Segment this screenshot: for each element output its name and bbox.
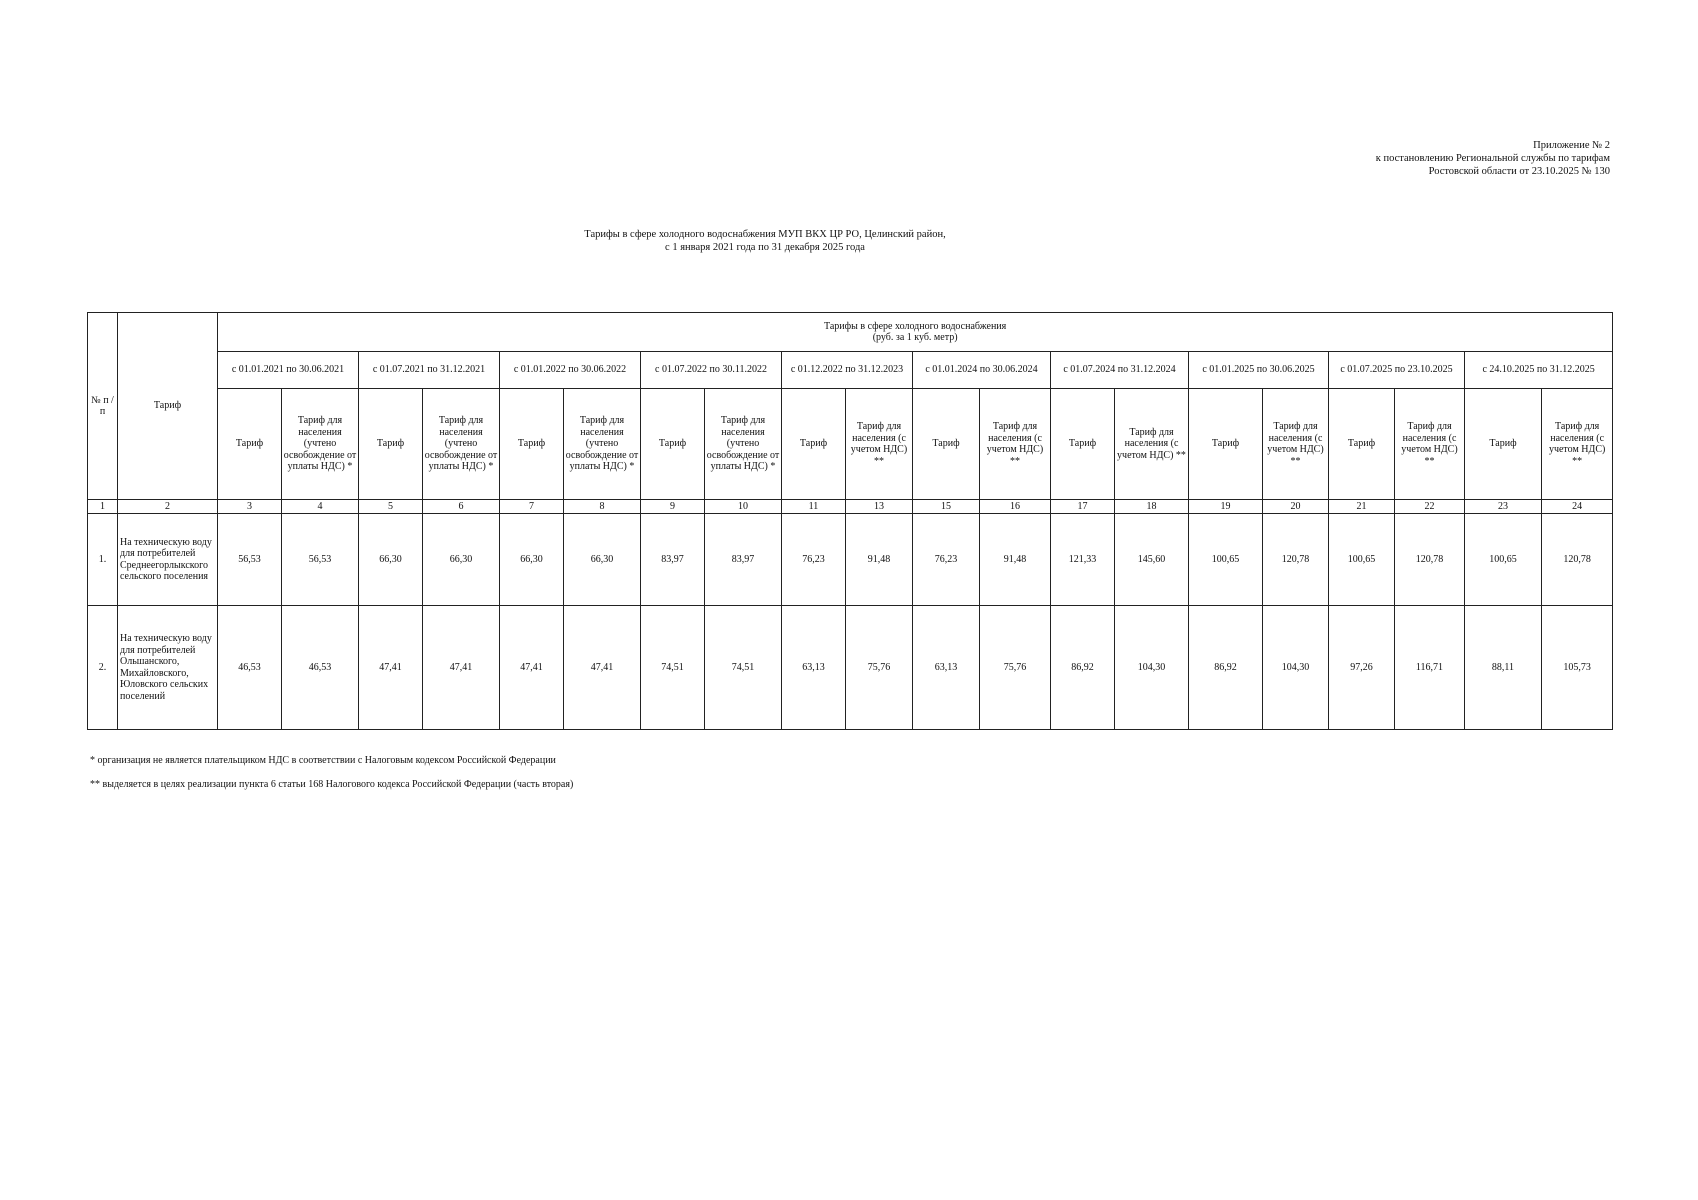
tariff-value-cell: 63,13 (913, 606, 980, 730)
appendix-line-1: Приложение № 2 (1533, 140, 1610, 151)
tariff-value-cell: 74,51 (705, 606, 782, 730)
column-number: 4 (282, 500, 359, 514)
tariff-value-cell: 86,92 (1051, 606, 1115, 730)
column-number: 9 (641, 500, 705, 514)
tariff-value-cell: 145,60 (1115, 514, 1189, 606)
column-number: 24 (1542, 500, 1613, 514)
subheader-population-tariff: Тариф для населения (с учетом НДС) ** (1263, 389, 1329, 500)
subheader-population-tariff: Тариф для населения (учтено освобождение от уплаты НДС) * (282, 389, 359, 500)
tariff-value-cell: 120,78 (1542, 514, 1613, 606)
column-number: 23 (1465, 500, 1542, 514)
tariff-value-cell: 75,76 (980, 606, 1051, 730)
title-line-1: Тарифы в сфере холодного водоснабжения МУП ВКХ ЦР РО, Целинский район, (584, 229, 946, 240)
subheader-population-tariff: Тариф для населения (учтено освобождение от уплаты НДС) * (705, 389, 782, 500)
subheader-population-tariff: Тариф для населения (учтено освобождение от уплаты НДС) * (564, 389, 641, 500)
header-group-title (218, 313, 1613, 352)
tariff-value-cell: 47,41 (359, 606, 423, 730)
group-title-line-1: Тарифы в сфере холодного водоснабжения (824, 320, 1007, 332)
tariff-value-cell: 104,30 (1115, 606, 1189, 730)
row-number: 1. (88, 514, 118, 606)
period-header: с 01.07.2022 по 30.11.2022 (641, 352, 782, 389)
header-tariff-name: Тариф (118, 313, 218, 500)
title-line-2: с 1 января 2021 года по 31 декабря 2025 года (665, 242, 865, 253)
tariff-value-cell: 100,65 (1329, 514, 1395, 606)
footnote-1: * организация не является плательщиком НДС в соответствии с Налоговым кодексом Российской Федерации (90, 755, 556, 766)
tariff-value-cell: 91,48 (846, 514, 913, 606)
column-number: 22 (1395, 500, 1465, 514)
tariff-value-cell: 100,65 (1189, 514, 1263, 606)
tariff-value-cell: 63,13 (782, 606, 846, 730)
tariff-value-cell: 46,53 (282, 606, 359, 730)
tariff-value-cell: 66,30 (564, 514, 641, 606)
subheader-tariff: Тариф (641, 389, 705, 500)
column-number: 1 (88, 500, 118, 514)
tariff-value-cell: 120,78 (1395, 514, 1465, 606)
column-number: 20 (1263, 500, 1329, 514)
tariff-value-cell: 56,53 (218, 514, 282, 606)
table-row (88, 606, 1613, 730)
subheader-tariff: Тариф (1465, 389, 1542, 500)
period-header: с 01.01.2021 по 30.06.2021 (218, 352, 359, 389)
tariff-value-cell: 47,41 (564, 606, 641, 730)
subheader-population-tariff: Тариф для населения (учтено освобождение от уплаты НДС) * (423, 389, 500, 500)
subheader-population-tariff: Тариф для населения (с учетом НДС) ** (980, 389, 1051, 500)
subheader-tariff: Тариф (1051, 389, 1115, 500)
column-number: 11 (782, 500, 846, 514)
tariff-value-cell: 104,30 (1263, 606, 1329, 730)
tariff-value-cell: 74,51 (641, 606, 705, 730)
column-number: 21 (1329, 500, 1395, 514)
column-number: 3 (218, 500, 282, 514)
tariff-value-cell: 116,71 (1395, 606, 1465, 730)
header-row-periods (88, 352, 1613, 389)
subheader-population-tariff: Тариф для населения (с учетом НДС) ** (1542, 389, 1613, 500)
tariff-value-cell: 47,41 (423, 606, 500, 730)
tariff-value-cell: 75,76 (846, 606, 913, 730)
tariff-value-cell: 120,78 (1263, 514, 1329, 606)
column-number: 13 (846, 500, 913, 514)
column-number: 19 (1189, 500, 1263, 514)
tariff-value-cell: 76,23 (913, 514, 980, 606)
period-header: с 01.07.2024 по 31.12.2024 (1051, 352, 1189, 389)
column-number: 18 (1115, 500, 1189, 514)
row-tariff-name: На техническую воду для потребителей Ольшанского, Михайловского, Юловского сельских поселений (118, 606, 218, 730)
table-row (88, 514, 1613, 606)
tariff-table (87, 312, 1613, 730)
column-number: 8 (564, 500, 641, 514)
column-number: 5 (359, 500, 423, 514)
period-header: с 01.07.2021 по 31.12.2021 (359, 352, 500, 389)
subheader-tariff: Тариф (218, 389, 282, 500)
tariff-value-cell: 66,30 (500, 514, 564, 606)
group-title-line-2: (руб. за 1 куб. метр) (872, 332, 958, 343)
subheader-population-tariff: Тариф для населения (с учетом НДС) ** (846, 389, 913, 500)
column-number: 2 (118, 500, 218, 514)
header-row-number: № п /п (88, 313, 118, 500)
period-header: с 01.01.2024 по 30.06.2024 (913, 352, 1051, 389)
tariff-value-cell: 83,97 (641, 514, 705, 606)
subheader-tariff: Тариф (1189, 389, 1263, 500)
tariff-value-cell: 83,97 (705, 514, 782, 606)
subheader-tariff: Тариф (782, 389, 846, 500)
column-number: 15 (913, 500, 980, 514)
period-header: с 01.07.2025 по 23.10.2025 (1329, 352, 1465, 389)
document-title (480, 228, 1050, 254)
header-row-group (88, 313, 1613, 352)
column-number: 16 (980, 500, 1051, 514)
footnotes (90, 755, 990, 803)
tariff-value-cell: 100,65 (1465, 514, 1542, 606)
column-number: 7 (500, 500, 564, 514)
subheader-population-tariff: Тариф для населения (с учетом НДС) ** (1395, 389, 1465, 500)
subheader-population-tariff: Тариф для населения (с учетом НДС) ** (1115, 389, 1189, 500)
tariff-value-cell: 66,30 (423, 514, 500, 606)
header-row-subheaders (88, 389, 1613, 500)
tariff-value-cell: 47,41 (500, 606, 564, 730)
period-header: с 01.12.2022 по 31.12.2023 (782, 352, 913, 389)
column-number: 6 (423, 500, 500, 514)
column-number: 10 (705, 500, 782, 514)
period-header: с 01.01.2025 по 30.06.2025 (1189, 352, 1329, 389)
subheader-tariff: Тариф (1329, 389, 1395, 500)
tariff-value-cell: 97,26 (1329, 606, 1395, 730)
subheader-tariff: Тариф (359, 389, 423, 500)
period-header: с 01.01.2022 по 30.06.2022 (500, 352, 641, 389)
tariff-value-cell: 56,53 (282, 514, 359, 606)
tariff-value-cell: 121,33 (1051, 514, 1115, 606)
subheader-tariff: Тариф (500, 389, 564, 500)
tariff-value-cell: 66,30 (359, 514, 423, 606)
row-tariff-name: На техническую воду для потребителей Среднеегорлыкского сельского поселения (118, 514, 218, 606)
tariff-value-cell: 76,23 (782, 514, 846, 606)
appendix-line-2: к постановлению Региональной службы по тарифам (1375, 153, 1610, 164)
appendix-header (1250, 139, 1610, 178)
tariff-value-cell: 46,53 (218, 606, 282, 730)
appendix-line-3: Ростовской области от 23.10.2025 № 130 (1428, 166, 1610, 177)
column-number: 17 (1051, 500, 1115, 514)
tariff-value-cell: 105,73 (1542, 606, 1613, 730)
row-number: 2. (88, 606, 118, 730)
subheader-tariff: Тариф (913, 389, 980, 500)
period-header: с 24.10.2025 по 31.12.2025 (1465, 352, 1613, 389)
tariff-value-cell: 88,11 (1465, 606, 1542, 730)
column-numbers-row (88, 500, 1613, 514)
tariff-value-cell: 86,92 (1189, 606, 1263, 730)
footnote-2: ** выделяется в целях реализации пункта 6 статьи 168 Налогового кодекса Российской Федерации (часть вторая) (90, 779, 574, 790)
tariff-value-cell: 91,48 (980, 514, 1051, 606)
